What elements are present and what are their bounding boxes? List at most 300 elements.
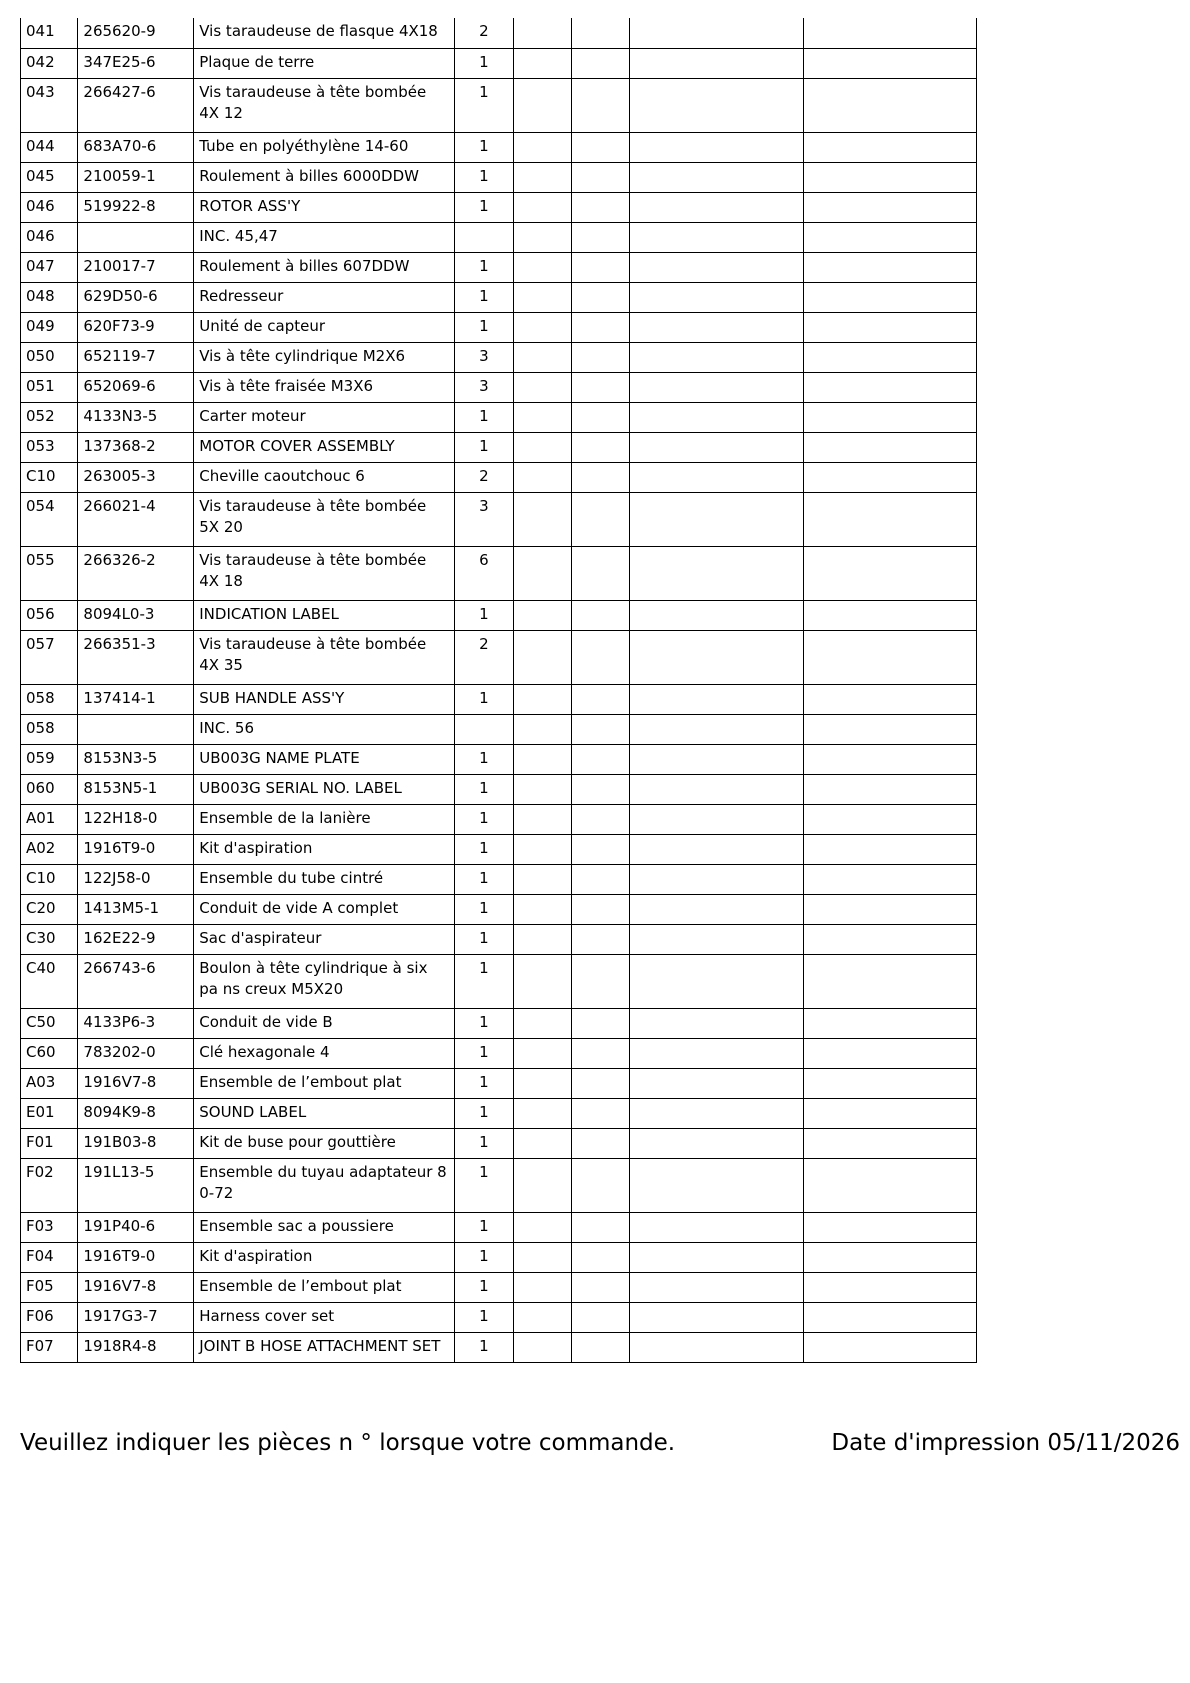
empty-cell xyxy=(803,282,976,312)
empty-cell xyxy=(630,774,803,804)
order-note: Veuillez indiquer les pièces n ° lorsque votre commande. xyxy=(20,1430,676,1456)
item-number-cell: 046 xyxy=(21,192,78,222)
empty-cell xyxy=(572,684,630,714)
item-number-cell: F06 xyxy=(21,1302,78,1332)
empty-cell xyxy=(572,312,630,342)
empty-cell xyxy=(513,834,571,864)
description-cell: Vis taraudeuse à tête bombée 4X 12 xyxy=(194,78,455,132)
empty-cell xyxy=(803,48,976,78)
empty-cell xyxy=(572,630,630,684)
quantity-cell: 1 xyxy=(455,1302,513,1332)
part-reference-cell: 4133P6-3 xyxy=(78,1008,194,1038)
empty-cell xyxy=(803,954,976,1008)
empty-cell xyxy=(803,546,976,600)
empty-cell xyxy=(630,894,803,924)
quantity-cell: 1 xyxy=(455,252,513,282)
quantity-cell: 2 xyxy=(455,462,513,492)
empty-cell xyxy=(630,162,803,192)
quantity-cell: 1 xyxy=(455,192,513,222)
table-row xyxy=(21,282,977,312)
empty-cell xyxy=(630,1212,803,1242)
table-row xyxy=(21,924,977,954)
quantity-cell: 1 xyxy=(455,312,513,342)
description-cell: Vis taraudeuse à tête bombée 4X 35 xyxy=(194,630,455,684)
quantity-cell: 1 xyxy=(455,132,513,162)
item-number-cell: A02 xyxy=(21,834,78,864)
table-row xyxy=(21,492,977,546)
description-cell: Vis à tête fraisée M3X6 xyxy=(194,372,455,402)
part-reference-cell: 191B03-8 xyxy=(78,1128,194,1158)
quantity-cell: 3 xyxy=(455,492,513,546)
description-cell: SOUND LABEL xyxy=(194,1098,455,1128)
description-cell: Redresseur xyxy=(194,282,455,312)
empty-cell xyxy=(803,18,976,48)
item-number-cell: F02 xyxy=(21,1158,78,1212)
empty-cell xyxy=(803,834,976,864)
quantity-cell: 1 xyxy=(455,834,513,864)
table-row xyxy=(21,1242,977,1272)
item-number-cell: 057 xyxy=(21,630,78,684)
empty-cell xyxy=(572,492,630,546)
empty-cell xyxy=(803,804,976,834)
empty-cell xyxy=(513,162,571,192)
description-cell: Sac d'aspirateur xyxy=(194,924,455,954)
table-row xyxy=(21,132,977,162)
empty-cell xyxy=(803,462,976,492)
quantity-cell: 1 xyxy=(455,774,513,804)
item-number-cell: 059 xyxy=(21,744,78,774)
empty-cell xyxy=(513,630,571,684)
empty-cell xyxy=(803,684,976,714)
description-cell: Harness cover set xyxy=(194,1302,455,1332)
empty-cell xyxy=(630,804,803,834)
empty-cell xyxy=(803,1128,976,1158)
empty-cell xyxy=(803,1158,976,1212)
empty-cell xyxy=(513,1242,571,1272)
quantity-cell xyxy=(455,714,513,744)
empty-cell xyxy=(572,1038,630,1068)
empty-cell xyxy=(572,744,630,774)
empty-cell xyxy=(572,1302,630,1332)
empty-cell xyxy=(513,282,571,312)
empty-cell xyxy=(803,492,976,546)
empty-cell xyxy=(513,402,571,432)
empty-cell xyxy=(513,1038,571,1068)
description-cell: Ensemble de la lanière xyxy=(194,804,455,834)
description-cell: Plaque de terre xyxy=(194,48,455,78)
empty-cell xyxy=(513,744,571,774)
empty-cell xyxy=(630,684,803,714)
item-number-cell: E01 xyxy=(21,1098,78,1128)
table-row xyxy=(21,600,977,630)
table-row xyxy=(21,684,977,714)
quantity-cell: 1 xyxy=(455,1158,513,1212)
description-cell: Vis taraudeuse à tête bombée 5X 20 xyxy=(194,492,455,546)
part-reference-cell: 8153N3-5 xyxy=(78,744,194,774)
part-reference-cell: 191L13-5 xyxy=(78,1158,194,1212)
part-reference-cell: 347E25-6 xyxy=(78,48,194,78)
empty-cell xyxy=(630,462,803,492)
part-reference-cell: 1916T9-0 xyxy=(78,1242,194,1272)
empty-cell xyxy=(513,192,571,222)
empty-cell xyxy=(630,78,803,132)
empty-cell xyxy=(630,924,803,954)
description-cell: UB003G NAME PLATE xyxy=(194,744,455,774)
part-reference-cell: 210017-7 xyxy=(78,252,194,282)
part-reference-cell: 266326-2 xyxy=(78,546,194,600)
part-reference-cell: 1916T9-0 xyxy=(78,834,194,864)
empty-cell xyxy=(803,1098,976,1128)
empty-cell xyxy=(572,924,630,954)
table-row xyxy=(21,462,977,492)
empty-cell xyxy=(572,1212,630,1242)
description-cell: Conduit de vide B xyxy=(194,1008,455,1038)
description-cell: Ensemble de l’embout plat xyxy=(194,1272,455,1302)
empty-cell xyxy=(513,222,571,252)
quantity-cell: 1 xyxy=(455,1068,513,1098)
empty-cell xyxy=(803,312,976,342)
description-cell: Vis taraudeuse à tête bombée 4X 18 xyxy=(194,546,455,600)
empty-cell xyxy=(513,432,571,462)
empty-cell xyxy=(572,18,630,48)
table-row xyxy=(21,372,977,402)
empty-cell xyxy=(803,252,976,282)
empty-cell xyxy=(630,18,803,48)
quantity-cell: 1 xyxy=(455,924,513,954)
description-cell: UB003G SERIAL NO. LABEL xyxy=(194,774,455,804)
empty-cell xyxy=(513,1158,571,1212)
table-row xyxy=(21,804,977,834)
part-reference-cell: 266743-6 xyxy=(78,954,194,1008)
table-row xyxy=(21,1302,977,1332)
empty-cell xyxy=(630,714,803,744)
empty-cell xyxy=(803,1302,976,1332)
item-number-cell: 041 xyxy=(21,18,78,48)
empty-cell xyxy=(572,222,630,252)
quantity-cell: 1 xyxy=(455,432,513,462)
quantity-cell: 1 xyxy=(455,402,513,432)
item-number-cell: C30 xyxy=(21,924,78,954)
empty-cell xyxy=(803,600,976,630)
empty-cell xyxy=(630,192,803,222)
part-reference-cell: 652119-7 xyxy=(78,342,194,372)
description-cell: SUB HANDLE ASS'Y xyxy=(194,684,455,714)
part-reference-cell: 266427-6 xyxy=(78,78,194,132)
quantity-cell: 1 xyxy=(455,954,513,1008)
empty-cell xyxy=(572,132,630,162)
item-number-cell: A01 xyxy=(21,804,78,834)
part-reference-cell: 1413M5-1 xyxy=(78,894,194,924)
table-row xyxy=(21,894,977,924)
empty-cell xyxy=(513,774,571,804)
table-row xyxy=(21,546,977,600)
part-reference-cell: 137368-2 xyxy=(78,432,194,462)
description-cell: MOTOR COVER ASSEMBLY xyxy=(194,432,455,462)
quantity-cell: 3 xyxy=(455,372,513,402)
part-reference-cell: 1917G3-7 xyxy=(78,1302,194,1332)
quantity-cell: 1 xyxy=(455,600,513,630)
description-cell: INC. 45,47 xyxy=(194,222,455,252)
item-number-cell: 054 xyxy=(21,492,78,546)
empty-cell xyxy=(572,462,630,492)
parts-table xyxy=(20,18,977,1363)
empty-cell xyxy=(513,78,571,132)
description-cell: Unité de capteur xyxy=(194,312,455,342)
empty-cell xyxy=(572,282,630,312)
table-row xyxy=(21,78,977,132)
part-reference-cell: 162E22-9 xyxy=(78,924,194,954)
empty-cell xyxy=(572,804,630,834)
item-number-cell: 046 xyxy=(21,222,78,252)
table-row xyxy=(21,630,977,684)
table-row xyxy=(21,162,977,192)
item-number-cell: 051 xyxy=(21,372,78,402)
table-row xyxy=(21,18,977,48)
part-reference-cell: 1918R4-8 xyxy=(78,1332,194,1362)
empty-cell xyxy=(630,1242,803,1272)
empty-cell xyxy=(513,894,571,924)
table-row xyxy=(21,1068,977,1098)
table-row xyxy=(21,432,977,462)
empty-cell xyxy=(572,48,630,78)
table-row xyxy=(21,1212,977,1242)
empty-cell xyxy=(572,1242,630,1272)
description-cell: Carter moteur xyxy=(194,402,455,432)
empty-cell xyxy=(803,222,976,252)
empty-cell xyxy=(630,1332,803,1362)
empty-cell xyxy=(630,744,803,774)
empty-cell xyxy=(513,1272,571,1302)
empty-cell xyxy=(513,1212,571,1242)
part-reference-cell: 266021-4 xyxy=(78,492,194,546)
part-reference-cell: 122H18-0 xyxy=(78,804,194,834)
empty-cell xyxy=(803,1212,976,1242)
empty-cell xyxy=(630,312,803,342)
quantity-cell: 1 xyxy=(455,78,513,132)
empty-cell xyxy=(572,372,630,402)
part-reference-cell: 263005-3 xyxy=(78,462,194,492)
empty-cell xyxy=(572,432,630,462)
quantity-cell: 1 xyxy=(455,1242,513,1272)
quantity-cell: 1 xyxy=(455,1212,513,1242)
empty-cell xyxy=(630,1272,803,1302)
quantity-cell: 1 xyxy=(455,1038,513,1068)
quantity-cell: 2 xyxy=(455,18,513,48)
table-row xyxy=(21,834,977,864)
part-reference-cell: 210059-1 xyxy=(78,162,194,192)
table-row xyxy=(21,744,977,774)
empty-cell xyxy=(572,78,630,132)
description-cell: Roulement à billes 607DDW xyxy=(194,252,455,282)
item-number-cell: F07 xyxy=(21,1332,78,1362)
empty-cell xyxy=(572,546,630,600)
empty-cell xyxy=(513,1302,571,1332)
empty-cell xyxy=(630,546,803,600)
item-number-cell: 047 xyxy=(21,252,78,282)
empty-cell xyxy=(630,492,803,546)
part-reference-cell: 629D50-6 xyxy=(78,282,194,312)
empty-cell xyxy=(513,714,571,744)
empty-cell xyxy=(513,864,571,894)
table-row xyxy=(21,714,977,744)
empty-cell xyxy=(513,804,571,834)
item-number-cell: 058 xyxy=(21,714,78,744)
item-number-cell: 045 xyxy=(21,162,78,192)
part-reference-cell: 8153N5-1 xyxy=(78,774,194,804)
part-reference-cell: 652069-6 xyxy=(78,372,194,402)
empty-cell xyxy=(513,1332,571,1362)
empty-cell xyxy=(630,342,803,372)
empty-cell xyxy=(630,1128,803,1158)
empty-cell xyxy=(572,162,630,192)
table-row xyxy=(21,222,977,252)
empty-cell xyxy=(630,282,803,312)
quantity-cell: 1 xyxy=(455,1098,513,1128)
table-row xyxy=(21,1008,977,1038)
empty-cell xyxy=(572,834,630,864)
item-number-cell: 049 xyxy=(21,312,78,342)
empty-cell xyxy=(630,834,803,864)
description-cell: Ensemble du tuyau adaptateur 8 0-72 xyxy=(194,1158,455,1212)
empty-cell xyxy=(572,864,630,894)
description-cell: Ensemble sac a poussiere xyxy=(194,1212,455,1242)
table-row xyxy=(21,954,977,1008)
part-reference-cell: 519922-8 xyxy=(78,192,194,222)
part-reference-cell: 1916V7-8 xyxy=(78,1068,194,1098)
item-number-cell: 055 xyxy=(21,546,78,600)
empty-cell xyxy=(572,894,630,924)
item-number-cell: 053 xyxy=(21,432,78,462)
description-cell: Kit d'aspiration xyxy=(194,834,455,864)
item-number-cell: F05 xyxy=(21,1272,78,1302)
quantity-cell: 1 xyxy=(455,1332,513,1362)
part-reference-cell xyxy=(78,222,194,252)
empty-cell xyxy=(513,924,571,954)
item-number-cell: C10 xyxy=(21,864,78,894)
description-cell: Cheville caoutchouc 6 xyxy=(194,462,455,492)
empty-cell xyxy=(572,1332,630,1362)
quantity-cell: 1 xyxy=(455,1128,513,1158)
description-cell: Vis taraudeuse de flasque 4X18 xyxy=(194,18,455,48)
description-cell: Conduit de vide A complet xyxy=(194,894,455,924)
empty-cell xyxy=(572,1098,630,1128)
description-cell: INDICATION LABEL xyxy=(194,600,455,630)
quantity-cell: 6 xyxy=(455,546,513,600)
table-row xyxy=(21,342,977,372)
description-cell: Tube en polyéthylène 14-60 xyxy=(194,132,455,162)
description-cell: Ensemble du tube cintré xyxy=(194,864,455,894)
empty-cell xyxy=(572,402,630,432)
quantity-cell: 1 xyxy=(455,282,513,312)
empty-cell xyxy=(630,1158,803,1212)
empty-cell xyxy=(513,132,571,162)
empty-cell xyxy=(803,630,976,684)
part-reference-cell xyxy=(78,714,194,744)
part-reference-cell: 191P40-6 xyxy=(78,1212,194,1242)
table-row xyxy=(21,312,977,342)
empty-cell xyxy=(630,1068,803,1098)
quantity-cell xyxy=(455,222,513,252)
parts-list xyxy=(20,18,977,1363)
empty-cell xyxy=(630,1302,803,1332)
empty-cell xyxy=(572,192,630,222)
quantity-cell: 3 xyxy=(455,342,513,372)
empty-cell xyxy=(572,1272,630,1302)
empty-cell xyxy=(513,954,571,1008)
part-reference-cell: 4133N3-5 xyxy=(78,402,194,432)
part-reference-cell: 265620-9 xyxy=(78,18,194,48)
quantity-cell: 1 xyxy=(455,894,513,924)
empty-cell xyxy=(803,402,976,432)
item-number-cell: C60 xyxy=(21,1038,78,1068)
page-footer xyxy=(20,1426,1180,1460)
table-row xyxy=(21,402,977,432)
empty-cell xyxy=(630,1098,803,1128)
part-reference-cell: 8094K9-8 xyxy=(78,1098,194,1128)
description-cell: ROTOR ASS'Y xyxy=(194,192,455,222)
description-cell: Boulon à tête cylindrique à six pa ns creux M5X20 xyxy=(194,954,455,1008)
empty-cell xyxy=(803,1242,976,1272)
empty-cell xyxy=(630,600,803,630)
part-reference-cell: 620F73-9 xyxy=(78,312,194,342)
table-row xyxy=(21,1272,977,1302)
empty-cell xyxy=(803,78,976,132)
empty-cell xyxy=(803,342,976,372)
item-number-cell: 060 xyxy=(21,774,78,804)
empty-cell xyxy=(513,342,571,372)
print-date: Date d'impression 05/11/2026 xyxy=(831,1430,1180,1456)
table-row xyxy=(21,774,977,804)
empty-cell xyxy=(572,1008,630,1038)
item-number-cell: C20 xyxy=(21,894,78,924)
description-cell: INC. 56 xyxy=(194,714,455,744)
table-row xyxy=(21,1332,977,1362)
table-row xyxy=(21,864,977,894)
empty-cell xyxy=(572,1128,630,1158)
description-cell: JOINT B HOSE ATTACHMENT SET xyxy=(194,1332,455,1362)
empty-cell xyxy=(803,192,976,222)
item-number-cell: 042 xyxy=(21,48,78,78)
quantity-cell: 1 xyxy=(455,744,513,774)
item-number-cell: 052 xyxy=(21,402,78,432)
description-cell: Kit d'aspiration xyxy=(194,1242,455,1272)
table-row xyxy=(21,252,977,282)
description-cell: Vis à tête cylindrique M2X6 xyxy=(194,342,455,372)
item-number-cell: C40 xyxy=(21,954,78,1008)
item-number-cell: F04 xyxy=(21,1242,78,1272)
empty-cell xyxy=(803,774,976,804)
empty-cell xyxy=(572,774,630,804)
empty-cell xyxy=(630,402,803,432)
empty-cell xyxy=(630,48,803,78)
empty-cell xyxy=(572,342,630,372)
empty-cell xyxy=(803,1332,976,1362)
item-number-cell: A03 xyxy=(21,1068,78,1098)
empty-cell xyxy=(803,1068,976,1098)
quantity-cell: 1 xyxy=(455,1272,513,1302)
empty-cell xyxy=(630,1038,803,1068)
table-row xyxy=(21,192,977,222)
quantity-cell: 1 xyxy=(455,162,513,192)
quantity-cell: 1 xyxy=(455,684,513,714)
empty-cell xyxy=(630,222,803,252)
empty-cell xyxy=(572,1158,630,1212)
table-row xyxy=(21,1128,977,1158)
empty-cell xyxy=(513,1128,571,1158)
empty-cell xyxy=(572,1068,630,1098)
item-number-cell: 050 xyxy=(21,342,78,372)
empty-cell xyxy=(630,432,803,462)
